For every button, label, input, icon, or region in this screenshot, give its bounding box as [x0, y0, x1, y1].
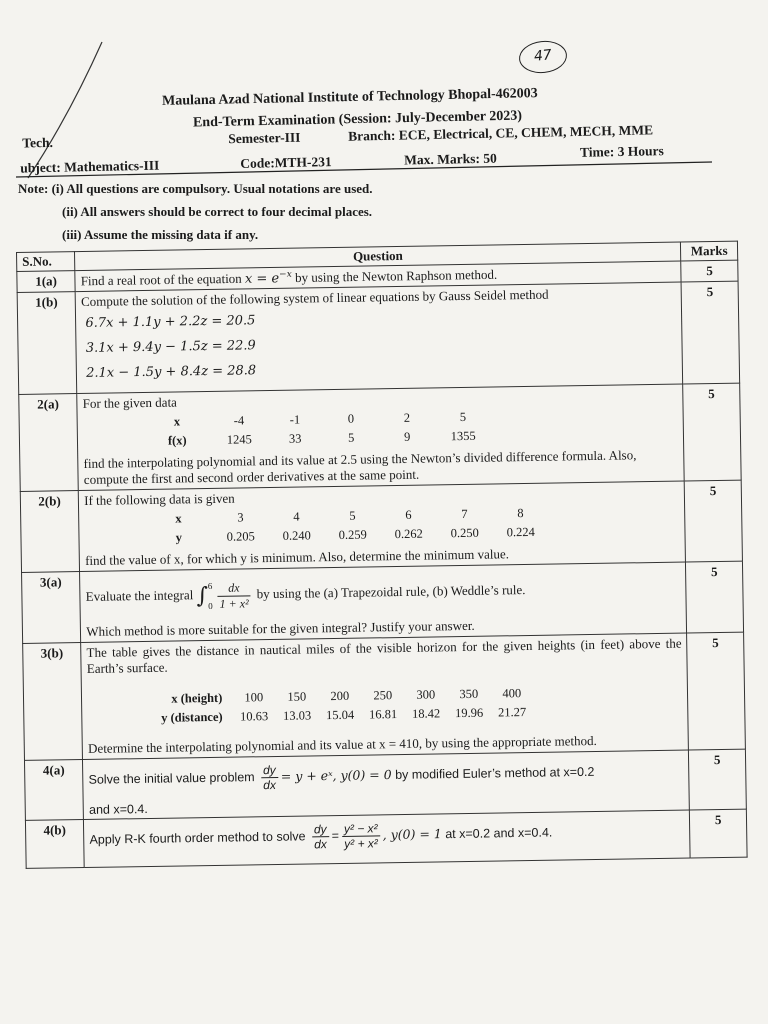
data-cell: 10.63: [239, 709, 269, 724]
data-cell: 9: [404, 430, 411, 445]
integral-line: [85, 569, 681, 618]
subject-label: ubject: Mathematics-III: [20, 157, 160, 176]
question-header: Question: [75, 242, 681, 271]
question-text-part: Determine the interpolating polynomial and its value at x = 410, by using the appropriate method.: [87, 733, 597, 757]
data-cell: 0.205: [226, 529, 255, 545]
data-table: [127, 684, 534, 728]
question-text-part: Solve the initial value problem: [88, 770, 255, 788]
data-table: [143, 408, 492, 451]
data-cell: 7: [461, 507, 468, 522]
data-cell: 16.81: [368, 707, 398, 722]
data-cell: 15.04: [325, 708, 355, 723]
derivative-fraction: [261, 763, 278, 792]
marks-value: 5: [683, 383, 741, 481]
data-cell: 200: [330, 689, 350, 704]
handwritten-page-number: 47: [517, 39, 568, 76]
denominator: y² + x²: [344, 836, 378, 852]
data-cell: 0.224: [506, 525, 535, 540]
data-cell: 250: [373, 688, 393, 703]
note-3: (iii) Assume the missing data if any.: [62, 227, 259, 242]
question-table: [16, 241, 748, 870]
data-cell: 400: [502, 686, 522, 701]
question-text-part: Evaluate the integral: [85, 587, 194, 605]
marks-value: 5: [681, 281, 739, 384]
question-row-4a: [24, 749, 746, 820]
question-number: 4(a): [24, 760, 83, 821]
row-label: x: [175, 511, 182, 526]
data-cell: 150: [287, 689, 307, 705]
note-1: Note: (i) All questions are compulsory. Usual notations are used.: [18, 181, 373, 196]
data-cell: 5: [459, 410, 467, 425]
question-number: 2(b): [20, 491, 80, 573]
data-cell: 0.259: [338, 527, 367, 543]
data-cell: 33: [288, 431, 302, 447]
numerator: dx: [217, 580, 250, 597]
data-cell: 5: [348, 431, 355, 446]
question-text-part: For the given data: [82, 394, 178, 412]
question-text-part: at x=0.2 and x=0.4.: [445, 825, 553, 842]
data-cell: 18.42: [411, 706, 441, 722]
question-text-part: If the following data is given: [84, 490, 235, 509]
ode-line: Apply R-K fourth order method to solve $\frac{dy}{dx}$ = $\frac{\text{y² − x²}}{\text{y² + x²}}$ , y(0) = 1 at x=0.2 and x=0.4.: [89, 821, 553, 852]
exam-title: End-Term Examination (Session: July-December 2023): [192, 108, 523, 131]
rhs-fraction: [342, 822, 380, 852]
integrand-fraction: [217, 580, 251, 612]
question-text: [80, 562, 687, 643]
data-cell: -4: [233, 413, 245, 428]
question-number: 1(b): [17, 292, 77, 395]
row-label: x: [173, 414, 181, 429]
row-label: f(x): [167, 433, 187, 448]
branch-label: Branch: ECE, Electrical, CE, CHEM, MECH, MME: [348, 122, 654, 144]
marks-value: 5: [685, 480, 743, 562]
question-number: 1(a): [17, 271, 76, 293]
numerator: y² − x²: [342, 822, 380, 838]
question-text-part: Apply R-K fourth order method to solve: [89, 829, 306, 848]
data-cell: 2: [403, 411, 411, 426]
question-number: 3(b): [23, 643, 83, 761]
question-row-3b: [23, 632, 746, 760]
semester-label: Semester-III: [228, 129, 301, 147]
question-text-part: and x=0.4.: [88, 802, 148, 818]
equation: x = e: [244, 271, 280, 287]
data-cell: 0: [347, 412, 355, 427]
max-marks: Max. Marks: 50: [404, 150, 497, 168]
data-cell: 19.96: [454, 706, 484, 721]
question-text: [77, 384, 685, 491]
data-cell: 300: [416, 687, 436, 703]
lower-limit: 0: [208, 601, 213, 612]
question-number: 3(a): [22, 572, 81, 644]
question-text: [79, 481, 686, 572]
question-text-part: by modified Euler’s method at x=0.2: [395, 765, 595, 783]
data-cell: 350: [459, 687, 479, 702]
question-row-2a: [19, 383, 741, 491]
row-label: y (distance): [161, 710, 223, 726]
question-number: 2(a): [19, 394, 79, 492]
marks-header: Marks: [681, 241, 738, 261]
sno-header: S.No.: [17, 252, 76, 272]
question-text: [83, 750, 690, 820]
data-cell: 3: [237, 510, 244, 525]
data-cell: 0.250: [450, 526, 479, 541]
data-table: [144, 504, 549, 548]
question-text-part: Which method is more suitable for the given integral? Justify your answer.: [86, 618, 475, 640]
question-row-2b: [20, 480, 742, 572]
numerator: dy: [261, 763, 278, 778]
equation-3: 2.1x − 1.5y + 8.4z = 28.8: [86, 363, 257, 382]
data-cell: 100: [244, 690, 264, 705]
equation: , y(0) = 1: [382, 826, 442, 843]
question-row-3a: [22, 561, 744, 643]
question-text-part: find the interpolating polynomial and its value at 2.5 using the Newton’s divided difference formula. Also, compute the first and second order derivatives at the same point.: [83, 447, 637, 488]
marks-value: 5: [681, 260, 738, 282]
data-cell: 1355: [450, 429, 476, 444]
marks-value: 5: [690, 809, 747, 858]
marks-value: 5: [687, 632, 745, 750]
data-cell: -1: [289, 412, 301, 428]
exponent: −x: [279, 269, 292, 280]
data-cell: 0.240: [282, 528, 311, 544]
equation-1: 6.7x + 1.1y + 2.2z = 20.5: [85, 313, 256, 332]
equation: = y + eˣ, y(0) = 0: [280, 767, 392, 785]
exam-duration: Time: 3 Hours: [579, 143, 664, 160]
institute-name: Maulana Azad National Institute of Technology Bhopal-462003: [161, 86, 538, 109]
course-code: Code:MTH-231: [240, 154, 332, 171]
data-cell: 1245: [226, 432, 252, 448]
row-label: x (height): [171, 691, 223, 706]
data-cell: 6: [405, 508, 412, 523]
equation-2: 3.1x + 9.4y − 1.5z = 22.9: [85, 338, 256, 357]
data-cell: 4: [293, 509, 300, 525]
ode-line: [88, 757, 683, 795]
data-cell: 8: [517, 506, 524, 521]
integral-sign: ∫: [196, 583, 209, 610]
question-text: [84, 810, 691, 868]
question-text-part: by using the (a) Trapezoidal rule, (b) Weddle’s rule.: [256, 582, 526, 602]
row-label: y: [175, 530, 183, 545]
denominator: dx: [263, 778, 277, 793]
question-text-part: The table gives the distance in nautical miles of the visible horizon for the given heights (in feet) above the Earth’s surface.: [86, 635, 682, 677]
data-cell: 13.03: [282, 708, 312, 724]
marks-value: 5: [689, 749, 747, 810]
derivative-fraction: [312, 822, 329, 851]
data-cell: 21.27: [497, 705, 527, 720]
program-label: Tech.: [22, 134, 54, 151]
question-text-part: Compute the solution of the following system of linear equations by Gauss Seidel method: [80, 286, 549, 310]
upper-limit: 6: [207, 581, 213, 592]
numerator: dy: [312, 822, 329, 837]
integral-limits: [208, 576, 213, 616]
question-text: [75, 282, 683, 394]
question-text: [81, 633, 689, 760]
note-2: (ii) All answers should be correct to four decimal places.: [62, 204, 373, 219]
marks-value: 5: [686, 561, 744, 633]
question-text-part: by using the Newton Raphson method.: [291, 266, 498, 285]
denominator: 1 + x²: [219, 596, 249, 611]
question-row-1b: [17, 281, 740, 394]
data-cell: 0.262: [394, 526, 423, 542]
data-cell: 5: [349, 509, 356, 524]
denominator: dx: [314, 837, 327, 852]
question-number: 4(b): [25, 820, 84, 869]
question-text-part: find the value of x, for which y is minimum. Also, determine the minimum value.: [85, 546, 510, 569]
question-text-part: Find a real root of the equation: [80, 270, 246, 289]
data-row-fx: [143, 427, 491, 451]
